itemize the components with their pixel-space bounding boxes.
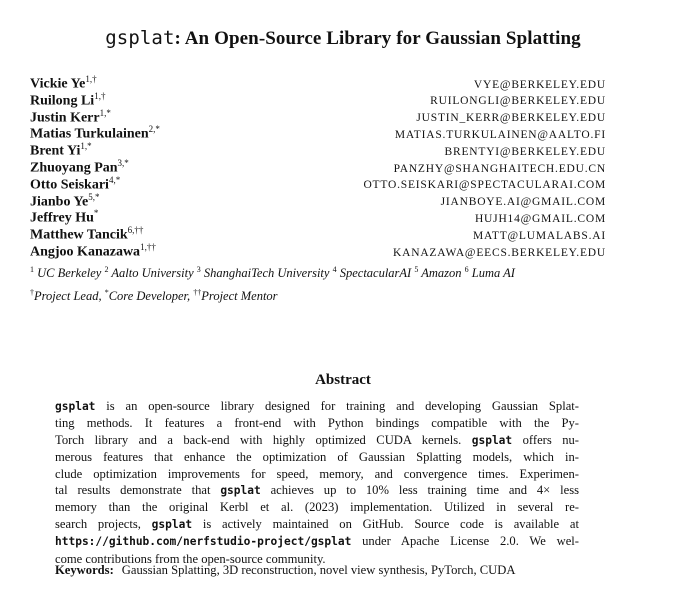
affiliation-name: Luma AI: [471, 266, 515, 281]
author-row: [30, 141, 606, 158]
affiliations-block: [30, 260, 630, 306]
author-email[interactable]: JUSTIN_KERR@BERKELEY.EDU: [416, 112, 606, 125]
author-affiliation-marker: 1,*: [80, 141, 92, 152]
abstract-text: merous features that enhance the optimization of Gaussian Splatting models, which in-: [55, 450, 579, 465]
author-name-text: Matthew Tancik: [30, 227, 128, 243]
abstract-text: offers nu-: [512, 432, 580, 447]
role-name: Core Developer,: [108, 289, 191, 304]
author-email[interactable]: MATIAS.TURKULAINEN@AALTO.FI: [394, 129, 606, 142]
title-text: : An Open-Source Library for Gaussian Splatting: [174, 28, 581, 49]
author-email[interactable]: VYE@BERKELEY.EDU: [473, 78, 606, 91]
author-row: [30, 225, 606, 242]
author-affiliation-marker: 1,*: [99, 107, 111, 118]
abstract-body: [55, 398, 579, 567]
affiliation-number: 2: [104, 265, 109, 274]
abstract-line: [55, 516, 579, 533]
keywords-text: Gaussian Splatting, 3D reconstruction, novel view synthesis, PyTorch, CUDA: [121, 563, 516, 577]
author-name: [30, 242, 156, 261]
keywords-line: [55, 563, 579, 578]
author-affiliation-marker: 1,††: [140, 241, 156, 252]
author-affiliation-marker: *: [93, 208, 99, 219]
roles-line: [30, 283, 630, 306]
keywords-label: Keywords:: [55, 563, 114, 577]
author-name-text: Brent Yi: [30, 143, 81, 159]
affiliation-number: 4: [332, 265, 337, 274]
library-name: gsplat: [55, 400, 96, 413]
affiliation-name: UC Berkeley: [37, 266, 105, 281]
affiliation-number: 1: [30, 265, 34, 274]
author-email[interactable]: MATT@LUMALABS.AI: [473, 229, 606, 242]
author-row: [30, 175, 606, 192]
author-affiliation-marker: 5,*: [88, 191, 100, 202]
author-row: [30, 108, 606, 125]
affiliation-name: Aalto University: [111, 266, 197, 281]
role-name: Project Lead,: [34, 289, 102, 304]
library-name: gsplat: [220, 484, 261, 498]
affiliation-name: Amazon: [421, 266, 465, 281]
author-row: [30, 192, 606, 209]
abstract-text: achieves up to 10% less training time and 4× less: [260, 483, 579, 498]
author-email[interactable]: HUJH14@GMAIL.COM: [474, 213, 606, 226]
abstract-text: ting methods. It features a front-end with Python bindings compatible with the Py-: [55, 416, 579, 431]
role-name: Project Mentor: [201, 289, 278, 304]
abstract-line: [55, 466, 579, 482]
abstract-text: tal results demonstrate that: [55, 483, 221, 498]
affiliation-number: 5: [414, 265, 419, 274]
abstract-line: [55, 415, 579, 431]
abstract-line: [55, 398, 579, 415]
author-name-text: Justin Kerr: [30, 110, 100, 126]
affiliation-name: ShanghaiTech University: [203, 266, 333, 281]
affiliation-line: [30, 260, 630, 283]
abstract-text: Torch library and a back-end with highly optimized CUDA kernels.: [55, 432, 472, 447]
author-name-text: Ruilong Li: [30, 93, 95, 109]
library-name: gsplat: [471, 433, 513, 447]
title-library-name: gsplat: [105, 27, 175, 49]
abstract-text: search projects,: [55, 516, 152, 531]
author-name-text: Otto Seiskari: [30, 177, 109, 193]
author-row: [30, 242, 606, 259]
affiliation-number: 6: [464, 265, 469, 274]
author-affiliation-marker: 3,*: [117, 157, 129, 168]
affiliation-name: SpectacularAI: [339, 266, 415, 281]
abstract-line: [55, 499, 579, 515]
author-row: [30, 91, 606, 108]
abstract-text: come contributions from the open-source community.: [55, 551, 326, 566]
abstract-text: is an open-source library designed for training and developing Gaussian Splat-: [95, 399, 579, 413]
author-name-text: Jianbo Ye: [30, 194, 89, 210]
abstract-line: [55, 482, 579, 499]
author-email[interactable]: RUILONGLI@BERKELEY.EDU: [430, 95, 606, 108]
abstract-text: clude optimization improvements for speed, memory, and convergence times. Experimen-: [55, 466, 579, 481]
author-row: [30, 158, 606, 175]
abstract-line: [55, 449, 579, 465]
abstract-line: [55, 533, 579, 550]
author-name-text: Zhuoyang Pan: [30, 160, 118, 176]
author-row: [30, 124, 606, 141]
author-list: [30, 74, 606, 259]
author-email[interactable]: PANZHY@SHANGHAITECH.EDU.CN: [393, 162, 606, 175]
role-marker: ††: [193, 288, 202, 298]
author-affiliation-marker: 6,††: [127, 225, 144, 236]
author-email[interactable]: KANAZAWA@EECS.BERKELEY.EDU: [393, 246, 606, 259]
author-affiliation-marker: 1,†: [94, 90, 106, 101]
author-name-text: Jeffrey Hu: [30, 211, 94, 227]
author-row: [30, 208, 606, 225]
author-affiliation-marker: 1,†: [85, 74, 97, 84]
author-row: [30, 74, 606, 91]
role-marker: *: [104, 288, 109, 298]
paper-title: [0, 27, 686, 50]
library-name: gsplat: [151, 517, 193, 531]
repository-link[interactable]: https://github.com/nerfstudio-project/gsplat: [55, 535, 352, 549]
author-name-text: Vickie Ye: [30, 76, 86, 92]
abstract-heading: Abstract: [315, 372, 371, 388]
abstract-text: memory than the original Kerbl et al. (2023) implementation. Utilized in several re-: [55, 500, 579, 515]
role-marker: †: [30, 288, 34, 298]
author-email[interactable]: JIANBOYE.AI@GMAIL.COM: [440, 196, 606, 209]
author-name-text: Matias Turkulainen: [30, 127, 149, 143]
author-affiliation-marker: 2,*: [148, 124, 160, 135]
author-email[interactable]: OTTO.SEISKARI@SPECTACULARAI.COM: [363, 179, 606, 192]
abstract-line: [55, 432, 579, 449]
author-email[interactable]: BRENTYI@BERKELEY.EDU: [444, 145, 606, 158]
abstract-text: is actively maintained on GitHub. Source code is available at: [192, 516, 579, 531]
author-affiliation-marker: 4,*: [108, 174, 121, 185]
author-name-text: Angjoo Kanazawa: [30, 244, 141, 260]
abstract-text: under Apache License 2.0. We wel-: [351, 534, 579, 549]
affiliation-number: 3: [196, 265, 201, 274]
